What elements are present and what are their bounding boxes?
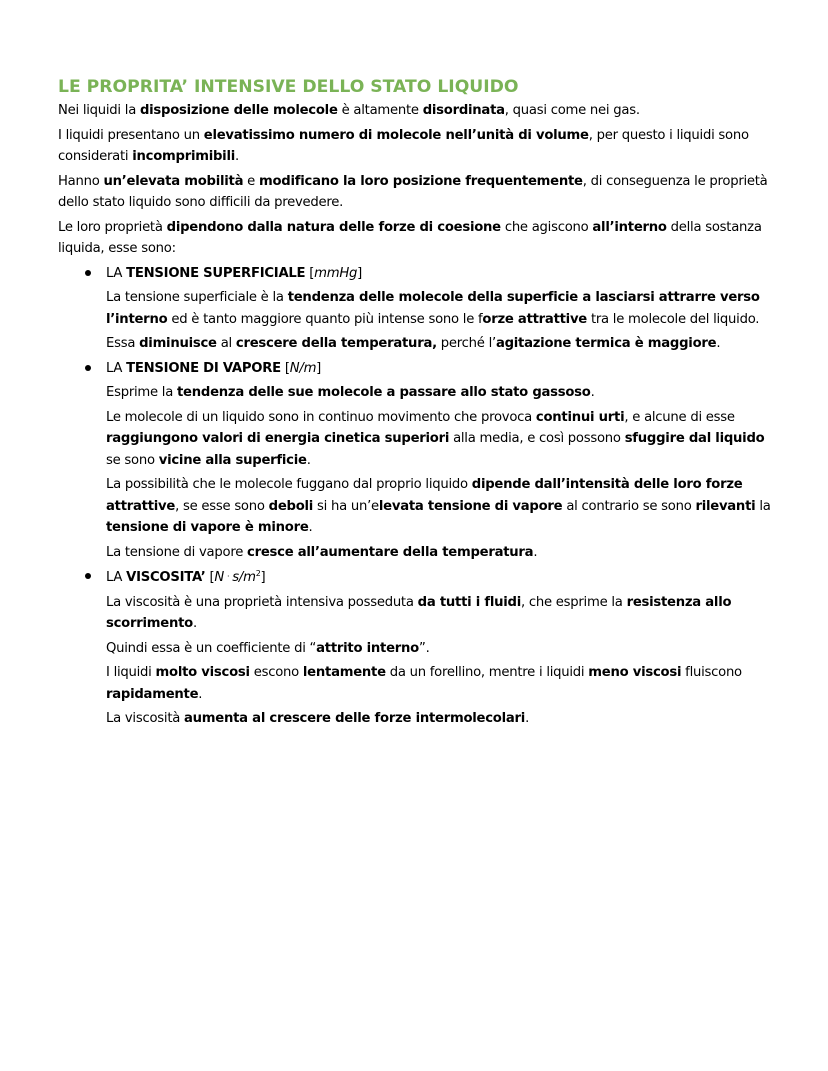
surface-tension-heading: LA TENSIONE SUPERFICIALE [mmHg] (106, 265, 363, 281)
viscosity-paragraph-3: I liquidi molto viscosi escono lentamente da un forellino, mentre i liquidi meno viscosi fluiscono rapidamente. (106, 665, 742, 702)
vapor-tension-paragraph-1: Esprime la tendenza delle sue molecole a passare allo stato gassoso. (106, 385, 595, 400)
property-list (58, 263, 778, 730)
intro-paragraph-2: I liquidi presentano un elevatissimo numero di molecole nell’unità di volume, per questo i liquidi sono considerati incomprimibili. (58, 127, 749, 164)
page-title: LE PROPRITA’ INTENSIVE DELLO STATO LIQUIDO (58, 77, 519, 97)
bullet-icon (85, 270, 91, 276)
intro-paragraph-3: Hanno un’elevata mobilità e modificano la loro posizione frequentemente, di conseguenza le proprietà dello stato liquido sono difficili da prevedere. (58, 173, 768, 210)
intro-paragraph-4: Le loro proprietà dipendono dalla natura delle forze di coesione che agiscono all’interno della sostanza liquida, esse sono: (58, 219, 762, 256)
vapor-tension-heading: LA TENSIONE DI VAPORE [N/m] (106, 360, 322, 376)
surface-tension-paragraph-1: La tensione superficiale è la tendenza delle molecole della superficie a lasciarsi attrarre verso l’interno ed è tanto maggiore quanto più intense sono le forze attrattive tra le molecole del liquido. (106, 290, 760, 327)
viscosity-paragraph-4: La viscosità aumenta al crescere delle forze intermolecolari. (106, 711, 530, 726)
viscosity-paragraph-1: La viscosità è una proprietà intensiva posseduta da tutti i fluidi, che esprime la resistenza allo scorrimento. (106, 594, 732, 631)
bullet-icon (85, 365, 91, 371)
bullet-icon (85, 573, 91, 579)
vapor-tension-paragraph-2: Le molecole di un liquido sono in continuo movimento che provoca continui urti, e alcune di esse raggiungono valori di energia cinetica superiori alla media, e così possono sfuggire dal liquido se sono vicine alla superficie. (106, 409, 765, 468)
list-item-surface-tension (58, 263, 778, 355)
intro-paragraph-1: Nei liquidi la disposizione delle molecole è altamente disordinata, quasi come nei gas. (58, 103, 640, 118)
list-item-viscosity (58, 566, 778, 730)
vapor-tension-paragraph-4: La tensione di vapore cresce all’aumentare della temperatura. (106, 544, 538, 560)
viscosity-paragraph-2: Quindi essa è un coefficiente di “attrito interno”. (106, 640, 430, 656)
viscosity-heading: LA VISCOSITA’ $[N \cdot s/m^2]$ (106, 569, 266, 585)
document-body (58, 76, 778, 733)
list-item-vapor-tension (58, 358, 778, 564)
surface-tension-paragraph-2: Essa diminuisce al crescere della temperatura, perché l’agitazione termica è maggiore. (106, 336, 721, 351)
vapor-tension-paragraph-3: La possibilità che le molecole fuggano dal proprio liquido dipende dall’intensità delle loro forze attrattive, se esse sono deboli si ha un’elevata tensione di vapore al contrario se sono rilevanti la tensione di vapore è minore. (106, 477, 771, 535)
